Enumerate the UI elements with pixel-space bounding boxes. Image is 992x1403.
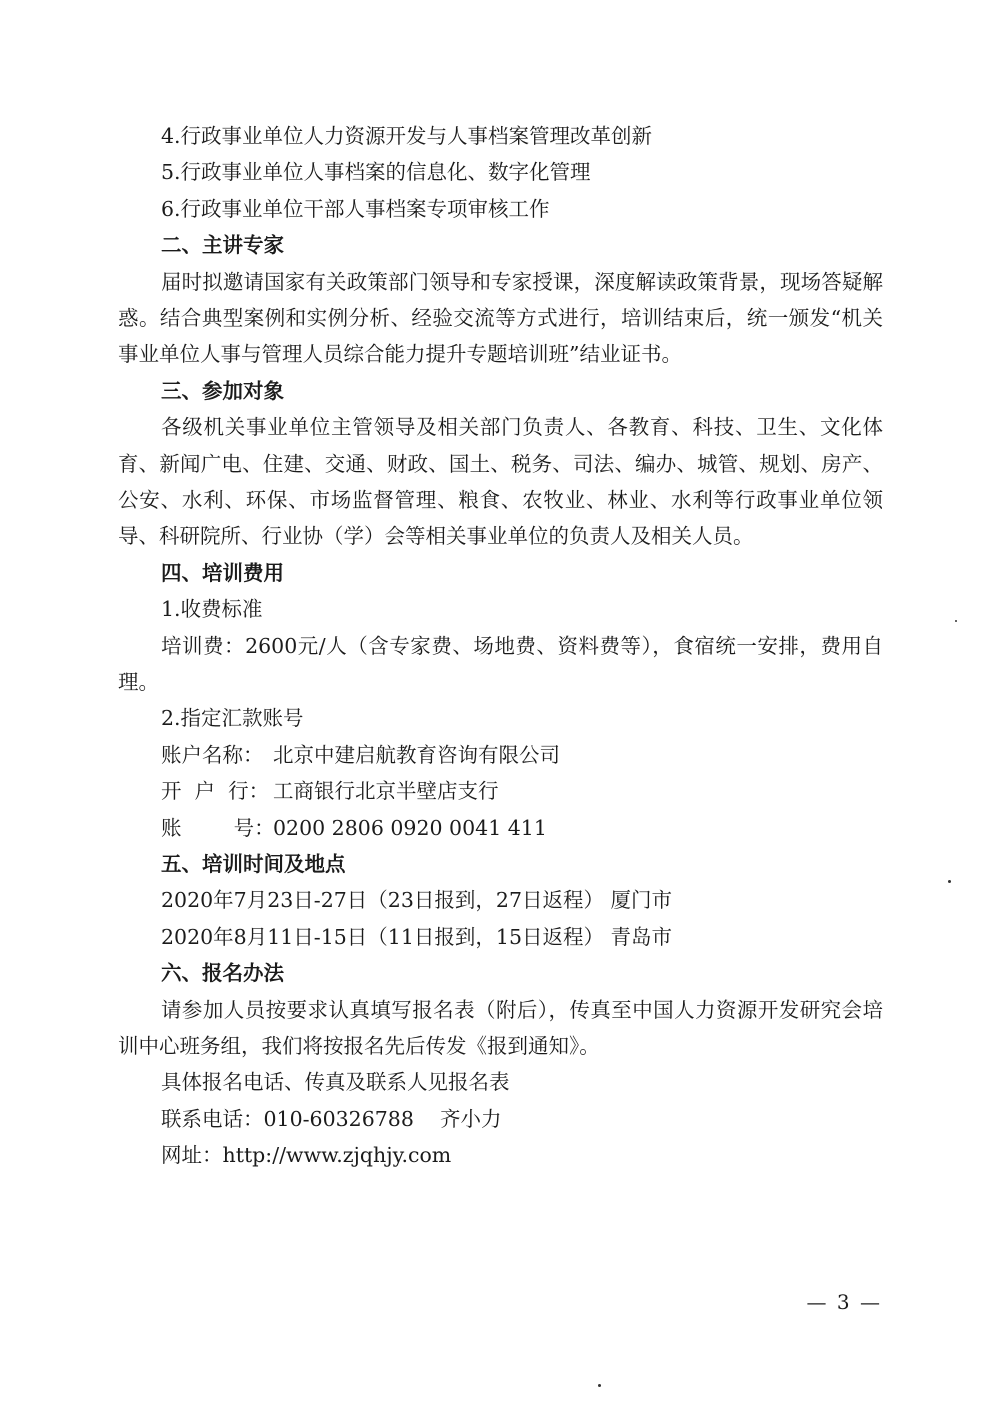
- bank-label: 开 户 行：: [161, 779, 270, 804]
- page-number: — 3 —: [806, 1290, 882, 1314]
- account-number-label: 账 号：: [161, 815, 275, 840]
- document-page: [118, 118, 883, 1174]
- list-item: 6.行政事业单位干部人事档案专项审核工作: [161, 196, 550, 221]
- session-xiamen: 2020年7月23日-27日（23日报到，27日返程） 厦门市: [161, 888, 672, 913]
- account-number-value: 0200 2806 0920 0041 411: [273, 815, 547, 840]
- scan-speck: [598, 1384, 601, 1387]
- website: 网址：http://www.zjqhjy.com: [161, 1143, 452, 1168]
- session-qingdao: 2020年8月11日-15日（11日报到，15日返程） 青岛市: [161, 924, 672, 949]
- list-item: 5.行政事业单位人事档案的信息化、数字化管理: [161, 160, 591, 185]
- audience-paragraph: 各级机关事业单位主管领导及相关部门负责人、各教育、科技、卫生、文化体育、新闻广电、住建、交通、财政、国土、税务、司法、编办、城管、规划、房产、公安、水利、环保、市场监督管理、粮食、农牧业、林业、水利等行政事业单位领导、科研院所、行业协（学）会等相关事业单位的负责人及相关人员。: [118, 415, 883, 549]
- account-name-label: 账户名称：: [161, 742, 264, 767]
- section-heading-registration: 六、报名办法: [161, 961, 284, 986]
- registration-paragraph: 请参加人员按要求认真填写报名表（附后），传真至中国人力资源开发研究会培训中心班务组，我们将按报名先后传发《报到通知》。: [118, 997, 883, 1058]
- experts-paragraph: 届时拟邀请国家有关政策部门领导和专家授课，深度解读政策背景，现场答疑解惑。结合典型案例和实例分析、经验交流等方式进行，培训结束后，统一颁发“机关事业单位人事与管理人员综合能力提升专题培训班”结业证书。: [118, 269, 883, 367]
- section-heading-audience: 三、参加对象: [161, 378, 284, 403]
- registration-note: 具体报名电话、传真及联系人见报名表: [161, 1070, 510, 1095]
- section-heading-fees: 四、培训费用: [161, 560, 284, 585]
- scan-speck: [948, 880, 951, 883]
- section-heading-experts: 二、主讲专家: [161, 233, 284, 258]
- account-name-value: 北京中建启航教育咨询有限公司: [273, 742, 560, 767]
- account-name-row: [118, 737, 883, 773]
- fee-standard-subheading: 1.收费标准: [161, 597, 263, 622]
- bank-row: [118, 773, 883, 809]
- scan-speck: [955, 620, 957, 622]
- contact-phone: 联系电话：010-60326788 齐小力: [161, 1106, 502, 1131]
- list-item: 4.行政事业单位人力资源开发与人事档案管理改革创新: [161, 124, 653, 148]
- section-heading-schedule: 五、培训时间及地点: [161, 851, 346, 876]
- fee-paragraph: 培训费：2600元/人（含专家费、场地费、资料费等），食宿统一安排，费用自理。: [118, 633, 883, 694]
- account-number-row: [118, 810, 883, 846]
- bank-value: 工商银行北京半壁店支行: [273, 779, 499, 804]
- account-subheading: 2.指定汇款账号: [161, 706, 304, 731]
